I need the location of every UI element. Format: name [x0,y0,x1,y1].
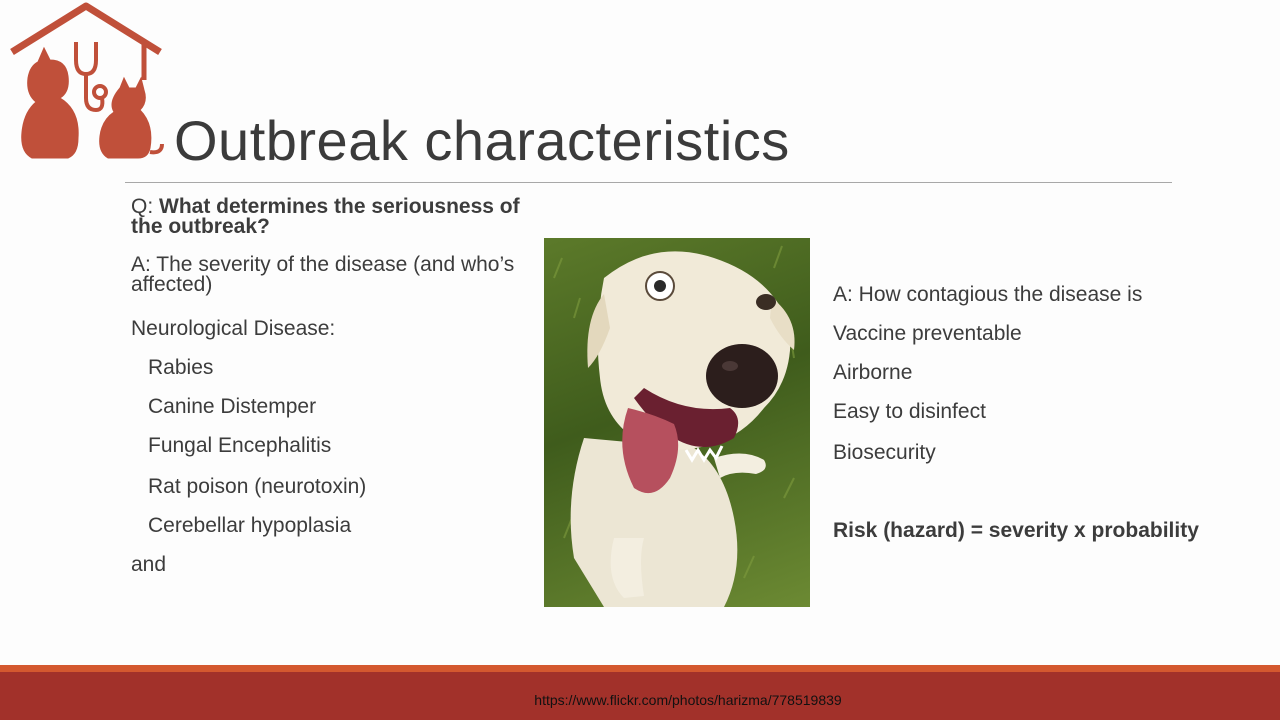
vet-house-cats-stethoscope-icon [8,2,164,168]
left-column [131,197,551,295]
list-item: Rabies [148,356,214,379]
list-item: Biosecurity [833,441,936,464]
list-item: Cerebellar hypoplasia [148,514,352,537]
dog-photo [544,238,810,607]
neuro-disease-heading: Neurological Disease: [131,317,336,340]
list-item: Airborne [833,361,913,384]
answer-severity-text: A: The severity of the disease (and who’s affected) [131,253,515,296]
page-title: Outbreak characteristics [174,109,790,172]
and-text: and [131,553,167,576]
list-item: Fungal Encephalitis [148,434,332,457]
risk-formula-text: Risk (hazard) = severity x probability [833,519,1199,542]
list-item: Easy to disinfect [833,400,986,423]
dog-icon [544,238,810,607]
list-item: Canine Distemper [148,395,317,418]
question-text: Q: What determines the seriousness of the outbreak? [131,195,520,238]
answer-contagious-text: A: How contagious the disease is [833,283,1143,306]
list-item: Rat poison (neurotoxin) [148,475,367,498]
title-divider [125,182,1172,183]
list-item: Vaccine preventable [833,322,1022,345]
footer-accent-stripe [0,665,1280,672]
photo-credit-link[interactable]: https://www.flickr.com/photos/harizma/778519839 [534,692,842,708]
